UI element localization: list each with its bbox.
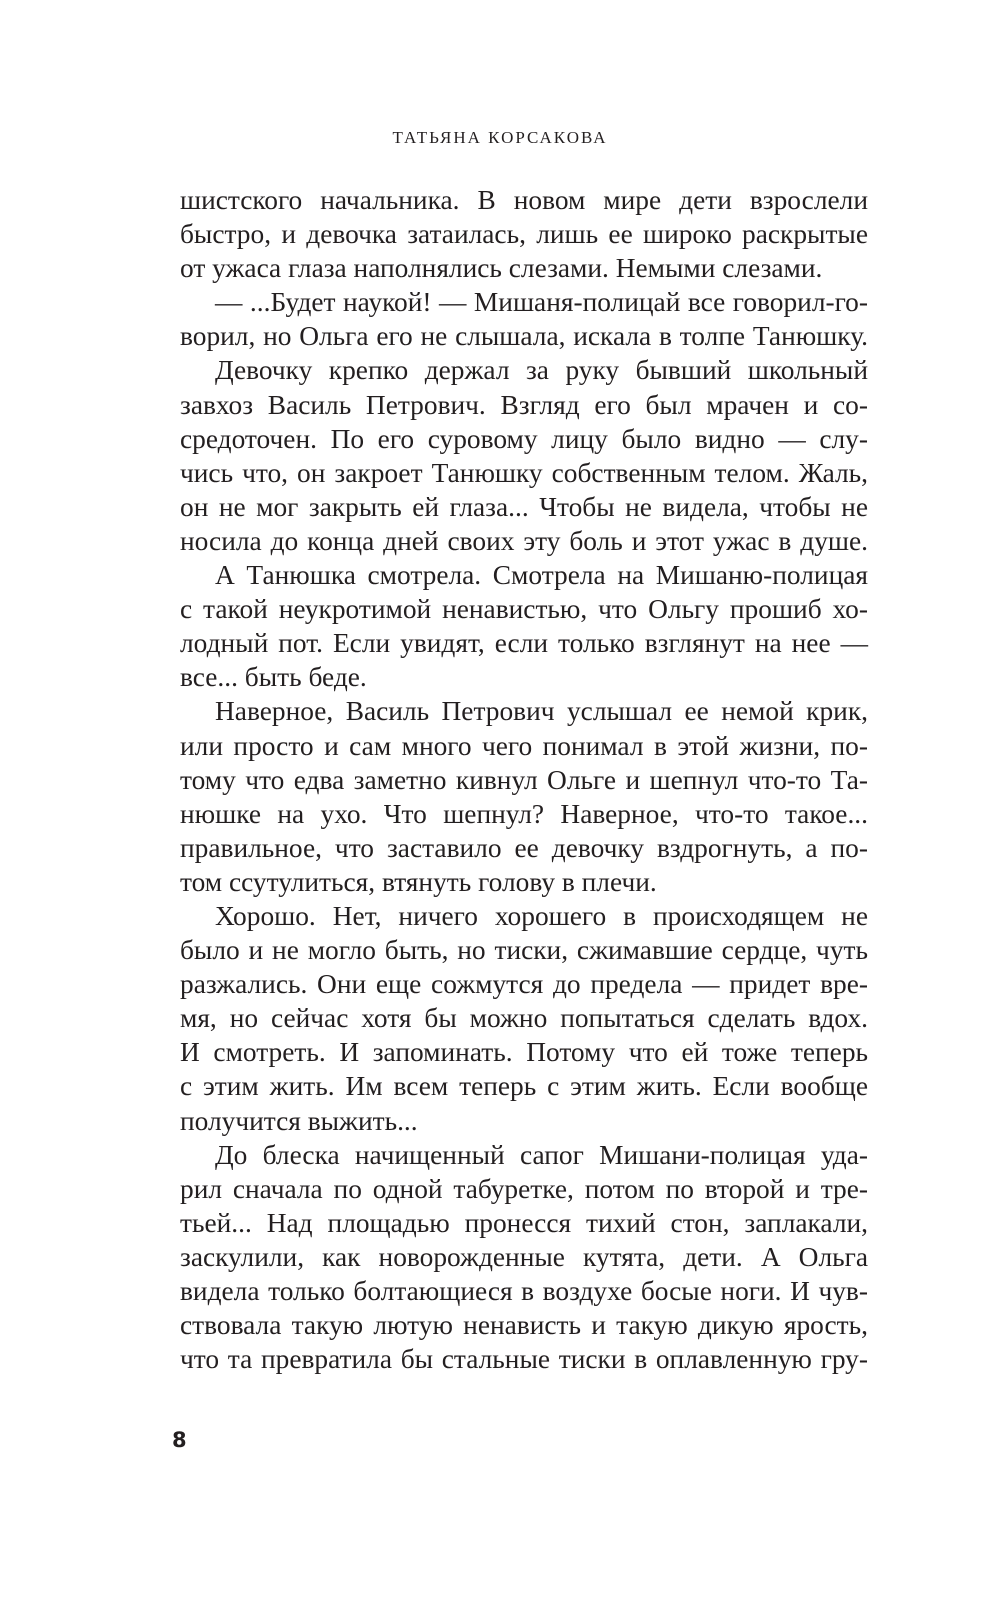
text-line: он не мог закрыть ей глаза... Чтобы не видела, чтобы не xyxy=(180,491,868,522)
text-line: том ссутулиться, втянуть голову в плечи. xyxy=(180,866,657,897)
text-line: было и не могло быть, но тиски, сжимавшие сердце, чуть xyxy=(180,935,868,966)
text-line: ствовала такую лютую ненависть и такую дикую ярость, xyxy=(180,1310,868,1341)
text-line: от ужаса глаза наполнялись слезами. Немыми слезами. xyxy=(180,253,823,284)
text-line: все... быть беде. xyxy=(180,662,367,693)
text-line: Наверное, Василь Петрович услышал ее немой крик, xyxy=(215,696,868,727)
page-number: 8 xyxy=(172,1428,187,1452)
text-line: видела только болтающиеся в воздухе босые ноги. И чув- xyxy=(180,1276,868,1306)
text-line: — ...Будет наукой! — Мишаня-полицай все говорил-го- xyxy=(215,287,868,318)
text-line: лодный пот. Если увидят, если только взглянут на нее — xyxy=(180,628,868,659)
running-head-author: ТАТЬЯНА КОРСАКОВА xyxy=(392,128,608,147)
text-line: правильное, что заставило ее девочку вздрогнуть, а по- xyxy=(180,832,868,863)
text-line: получится выжить... xyxy=(180,1105,418,1136)
text-line: мя, но сейчас хотя бы можно попытаться сделать вдох. xyxy=(180,1003,868,1034)
text-line: нюшке на ухо. Что шепнул? Наверное, что-то такое... xyxy=(180,798,868,829)
text-line: ворил, но Ольга его не слышала, искала в толпе Танюшку. xyxy=(180,321,868,352)
text-line: тьей... Над площадью пронесся тихий стон, заплакали, xyxy=(180,1207,868,1238)
text-line: с такой неукротимой ненавистью, что Ольгу прошиб хо- xyxy=(180,594,868,625)
text-line: разжались. Они еще сожмутся до предела — придет вре- xyxy=(180,969,868,1000)
text-line: Хорошо. Нет, ничего хорошего в происходящем не xyxy=(215,900,868,931)
text-line: носила до конца дней своих эту боль и этот ужас в душе. xyxy=(180,525,868,556)
text-line: рил сначала по одной табуретке, потом по второй и тре- xyxy=(180,1173,868,1204)
text-line: тому что едва заметно кивнул Ольге и шепнул что-то Та- xyxy=(180,764,868,795)
text-line: с этим жить. Им всем теперь с этим жить. Если вообще xyxy=(180,1071,868,1102)
text-line: завхоз Василь Петрович. Взгляд его был мрачен и со- xyxy=(180,389,868,420)
body-text xyxy=(180,183,868,1376)
text-line: чись что, он закроет Танюшку собственным телом. Жаль, xyxy=(180,457,868,488)
text-line: Девочку крепко держал за руку бывший школьный xyxy=(215,355,868,386)
text-line: И смотреть. И запоминать. Потому что ей тоже теперь xyxy=(180,1037,868,1068)
text-line: заскулили, как новорожденные кутята, дети. А Ольга xyxy=(180,1241,868,1272)
text-line: шистского начальника. В новом мире дети взрослели xyxy=(180,185,868,215)
text-line: быстро, и девочка затаилась, лишь ее широко раскрытые xyxy=(180,219,868,250)
text-line: До блеска начищенный сапог Мишани-полицая уда- xyxy=(215,1139,868,1170)
text-line: средоточен. По его суровому лицу было видно — слу- xyxy=(180,423,868,454)
text-line: что та превратила бы стальные тиски в оплавленную гру- xyxy=(180,1344,868,1375)
text-line: или просто и сам много чего понимал в этой жизни, по- xyxy=(180,730,868,761)
text-line: А Танюшка смотрела. Смотрела на Мишаню-полицая xyxy=(215,560,868,591)
